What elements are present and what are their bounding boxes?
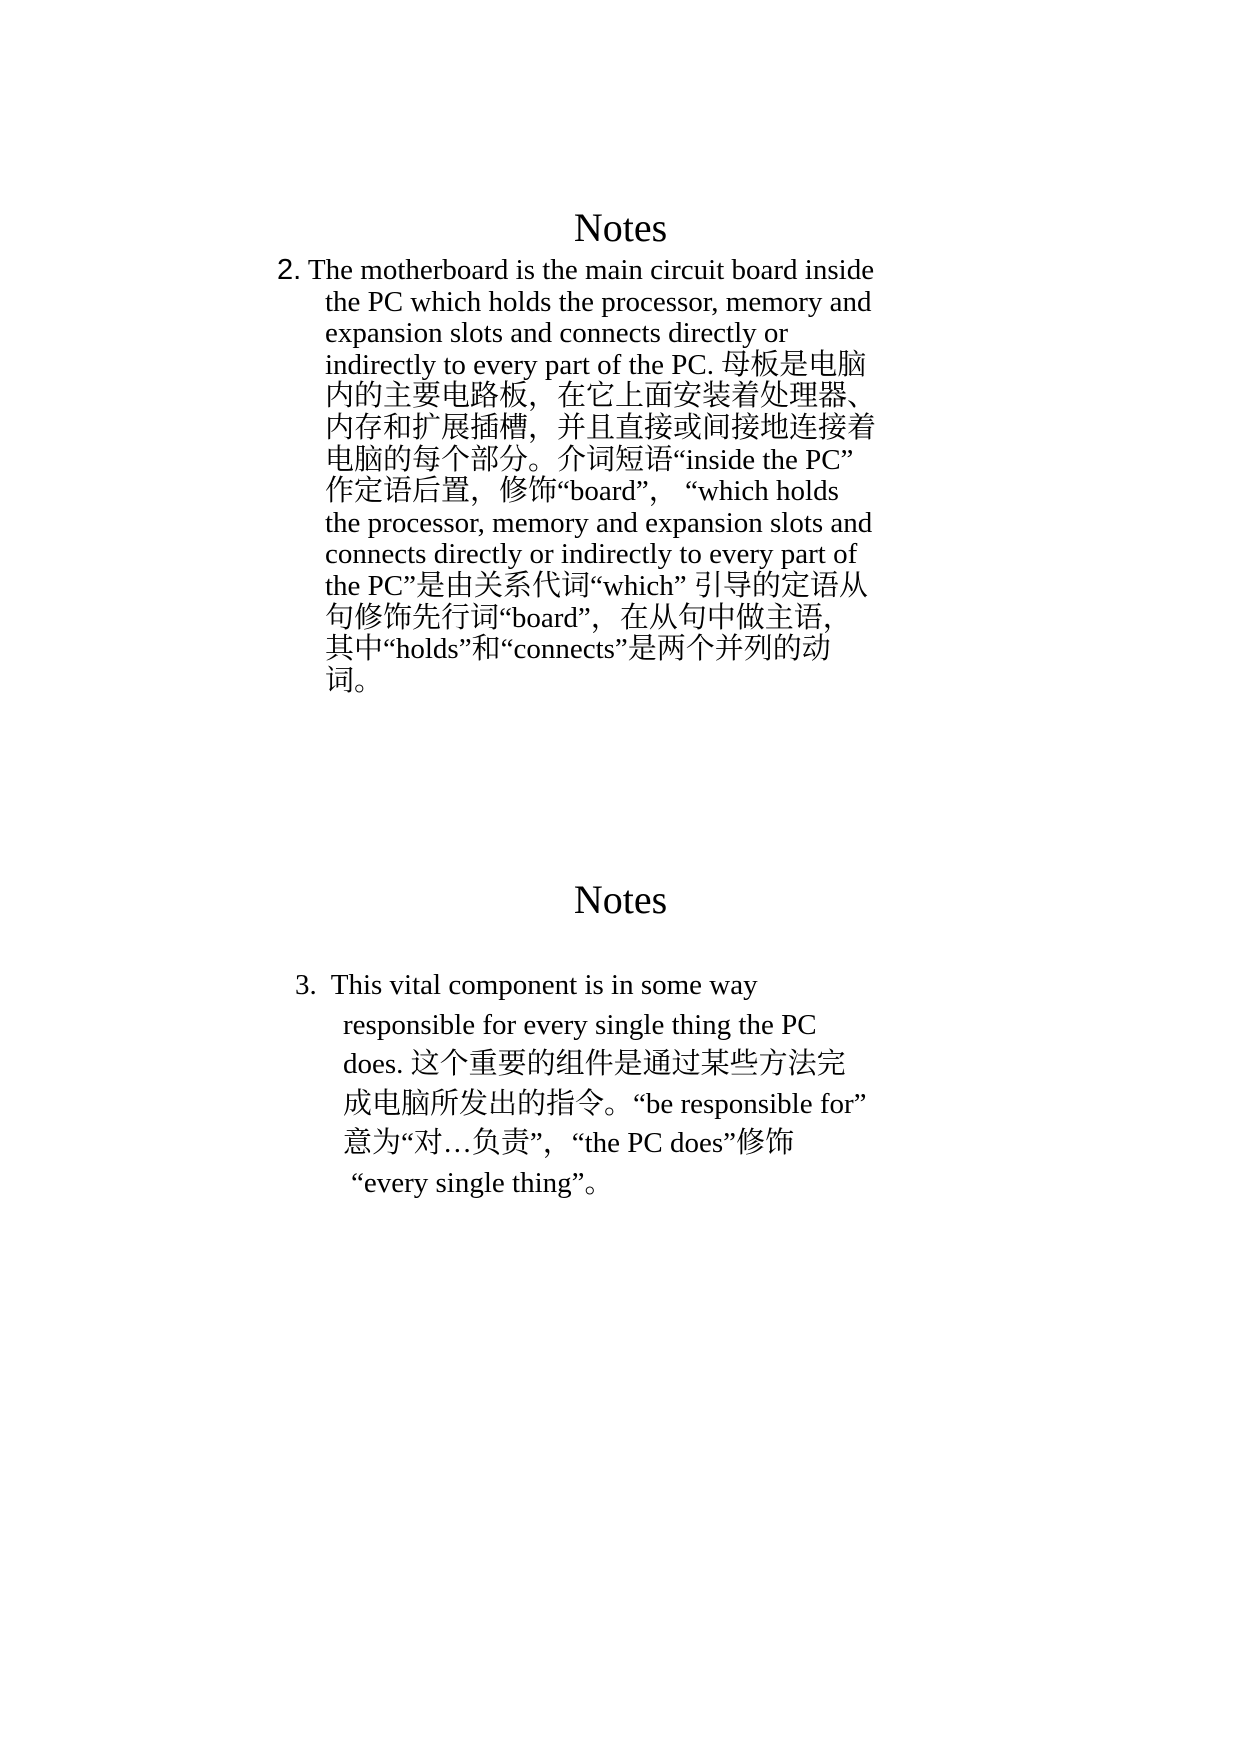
note-2-line: 其中“holds”和“connects”是两个并列的动 [325,633,831,666]
note-2-line: connects directly or indirectly to every part of [325,538,858,571]
notes-title-1: Notes [573,205,668,250]
note-3-number: 3. [295,969,317,1001]
note-3-line: does. 这个重要的组件是通过某些方法完 [343,1048,846,1081]
note-2-block [277,255,876,697]
note-2-line: the PC which holds the processor, memory and [325,285,872,318]
note-2-first-line [277,255,876,287]
note-3-line: This vital component is in some way [330,969,758,1001]
note-2-line: 内存和扩展插槽，并且直接或间接地连接着 [325,411,877,444]
note-3-line: 成电脑所发出的指令。“be responsible for” [343,1087,867,1120]
note-3-line: responsible for every single thing the PC [343,1008,817,1041]
note-2-line: 词。 [325,664,384,697]
notes-title-2: Notes [573,877,668,922]
note-2-line: the PC”是由关系代词“which” 引导的定语从 [325,569,868,602]
note-2-line: 内的主要电路板，在它上面安装着处理器、 [325,380,877,413]
note-3-line: “every single thing”。 [351,1166,614,1199]
note-2-line: indirectly to every part of the PC. 母板是电脑 [325,348,867,381]
note-2-line: expansion slots and connects directly or [325,317,789,350]
note-2-line: 电脑的每个部分。介词短语“inside the PC” [325,443,854,476]
note-2-line: 句修饰先行词“board”，在从句中做主语， [325,601,852,634]
note-2-number: 2. [277,254,302,286]
note-3-first-line [295,966,867,1006]
note-3-block [295,966,867,1204]
note-2-line: the processor, memory and expansion slots and [325,506,873,539]
note-3-line: 意为“对…负责”，“the PC does”修饰 [343,1127,795,1160]
note-2-line: 作定语后置，修饰“board”， “which holds [325,475,839,508]
note-2-line: The motherboard is the main circuit board inside [307,254,875,286]
